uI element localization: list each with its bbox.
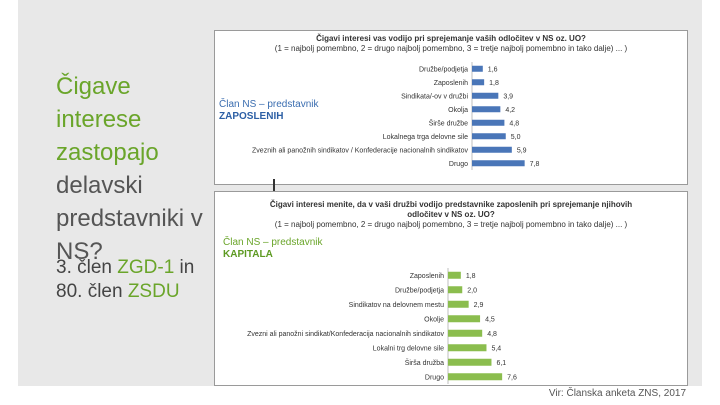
chart1-category-label: Zaposlenih bbox=[433, 79, 468, 87]
chart1-value-label: 5,0 bbox=[510, 133, 521, 141]
chart2-bar bbox=[448, 272, 461, 279]
chart2-category-label: Zvezni ali panožni sindikat/Konfederacija nacionalnih sindikatov bbox=[247, 330, 444, 338]
chart1-category-label: Zveznih ali panožnih sindikatov / Konfederacije nacionalnih sindikatov bbox=[252, 147, 468, 155]
chart1-bar bbox=[472, 120, 504, 126]
chart1-category-label: Sindikata/-ov v družbi bbox=[401, 93, 468, 101]
chart2-value-label: 2,9 bbox=[473, 301, 484, 309]
chart1-bar bbox=[472, 160, 525, 166]
chart2-value-label: 4,5 bbox=[485, 316, 495, 324]
chart1-value-label: 3,9 bbox=[503, 93, 514, 101]
chart2-value-label: 1,8 bbox=[465, 272, 476, 280]
sub-line1-pre: 3. člen bbox=[56, 257, 118, 278]
heading-rest-text: delavski predstavniki v NS? bbox=[56, 172, 203, 265]
chart-panel-employees bbox=[214, 30, 688, 185]
sub-line-1 bbox=[56, 256, 216, 280]
chart2-category-label: Širša družba bbox=[404, 359, 444, 367]
chart1-value-label: 1,8 bbox=[489, 79, 499, 87]
chart1-bar bbox=[472, 106, 500, 112]
chart2-bar bbox=[448, 373, 502, 380]
chart1-title: Čigavi interesi vas vodijo pri sprejemanje vaših odločitev v NS oz. UO? bbox=[316, 34, 586, 43]
chart1-category-label: Širše družbe bbox=[428, 120, 468, 128]
slide-heading bbox=[56, 70, 216, 268]
chart2-plot bbox=[215, 192, 687, 385]
chart2-bar bbox=[448, 301, 469, 308]
chart2-bar bbox=[448, 286, 462, 293]
chart1-category-label: Drugo bbox=[448, 160, 468, 168]
chart2-category-label: Drugo bbox=[424, 374, 444, 382]
chart2-category-label: Okolje bbox=[424, 316, 444, 324]
chart1-category-label: Okolja bbox=[448, 106, 468, 114]
sub-line2-law: ZSDU bbox=[127, 281, 180, 302]
chart2-value-label: 7,6 bbox=[507, 374, 517, 382]
chart-panel-capital bbox=[214, 191, 688, 386]
chart2-value-label: 4,8 bbox=[487, 330, 497, 338]
chart1-bar bbox=[472, 133, 506, 139]
chart2-series-label-line1: Član NS – predstavnik bbox=[223, 237, 323, 248]
chart1-value-label: 5,9 bbox=[516, 147, 527, 155]
chart2-value-label: 2,0 bbox=[467, 287, 477, 295]
chart2-category-label: Lokalni trg delovne sile bbox=[372, 345, 444, 353]
sub-line1-post: in bbox=[174, 257, 195, 278]
chart1-bar bbox=[472, 66, 483, 72]
source-note: Vir: Članska anketa ZNS, 2017 bbox=[548, 388, 686, 399]
chart2-bar bbox=[448, 315, 480, 322]
chart2-value-label: 5,4 bbox=[491, 345, 502, 353]
chart2-bar bbox=[448, 344, 486, 351]
chart1-category-label: Družbe/podjetja bbox=[418, 66, 468, 74]
chart2-subtitle: (1 = najbolj pomembno, 2 = drugo najbolj pomembno, 3 = tretje najbolj pomembno in tako dalje) ... ) bbox=[274, 220, 628, 229]
chart2-title: Čigavi interesi menite, da v vaši družbi vodijo predstavnike zaposlenih pri sprejemanje njihovih odločitev v NS oz. UO? bbox=[269, 200, 633, 219]
chart2-category-label: Zaposlenih bbox=[409, 272, 444, 280]
chart1-category-label: Lokalnega trga delovne sile bbox=[382, 133, 468, 141]
heading-green-text: Čigave interese zastopajo bbox=[56, 73, 159, 166]
chart1-value-label: 4,8 bbox=[509, 120, 520, 128]
chart2-value-label: 6,1 bbox=[496, 359, 507, 367]
chart2-bar bbox=[448, 330, 482, 337]
chart1-value-label: 4,2 bbox=[505, 106, 516, 114]
sub-line-2 bbox=[56, 280, 216, 304]
chart2-category-label: Sindikatov na delovnem mestu bbox=[348, 301, 444, 309]
chart1-bar bbox=[472, 79, 484, 85]
chart2-bar bbox=[448, 359, 491, 366]
chart1-series-label-line1: Član NS – predstavnik bbox=[219, 99, 319, 110]
chart1-bar bbox=[472, 147, 512, 153]
sub-line1-law: ZGD-1 bbox=[117, 257, 175, 278]
sub-line2-pre: 80. člen bbox=[56, 281, 128, 302]
chart1-value-label: 7,8 bbox=[529, 160, 540, 168]
chart2-series-label-line2: KAPITALA bbox=[223, 249, 273, 260]
chart1-subtitle: (1 = najbolj pomembno, 2 = drugo najbolj pomembno, 3 = tretje najbolj pomembno in tako dalje) ... ) bbox=[274, 44, 628, 53]
slide-subheading bbox=[56, 256, 216, 304]
chart2-category-label: Družbe/podjetja bbox=[394, 287, 444, 295]
chart1-plot bbox=[215, 31, 687, 184]
chart1-value-label: 1,6 bbox=[487, 66, 498, 74]
chart1-series-label-line2: ZAPOSLENIH bbox=[219, 111, 284, 122]
chart1-bar bbox=[472, 93, 498, 99]
